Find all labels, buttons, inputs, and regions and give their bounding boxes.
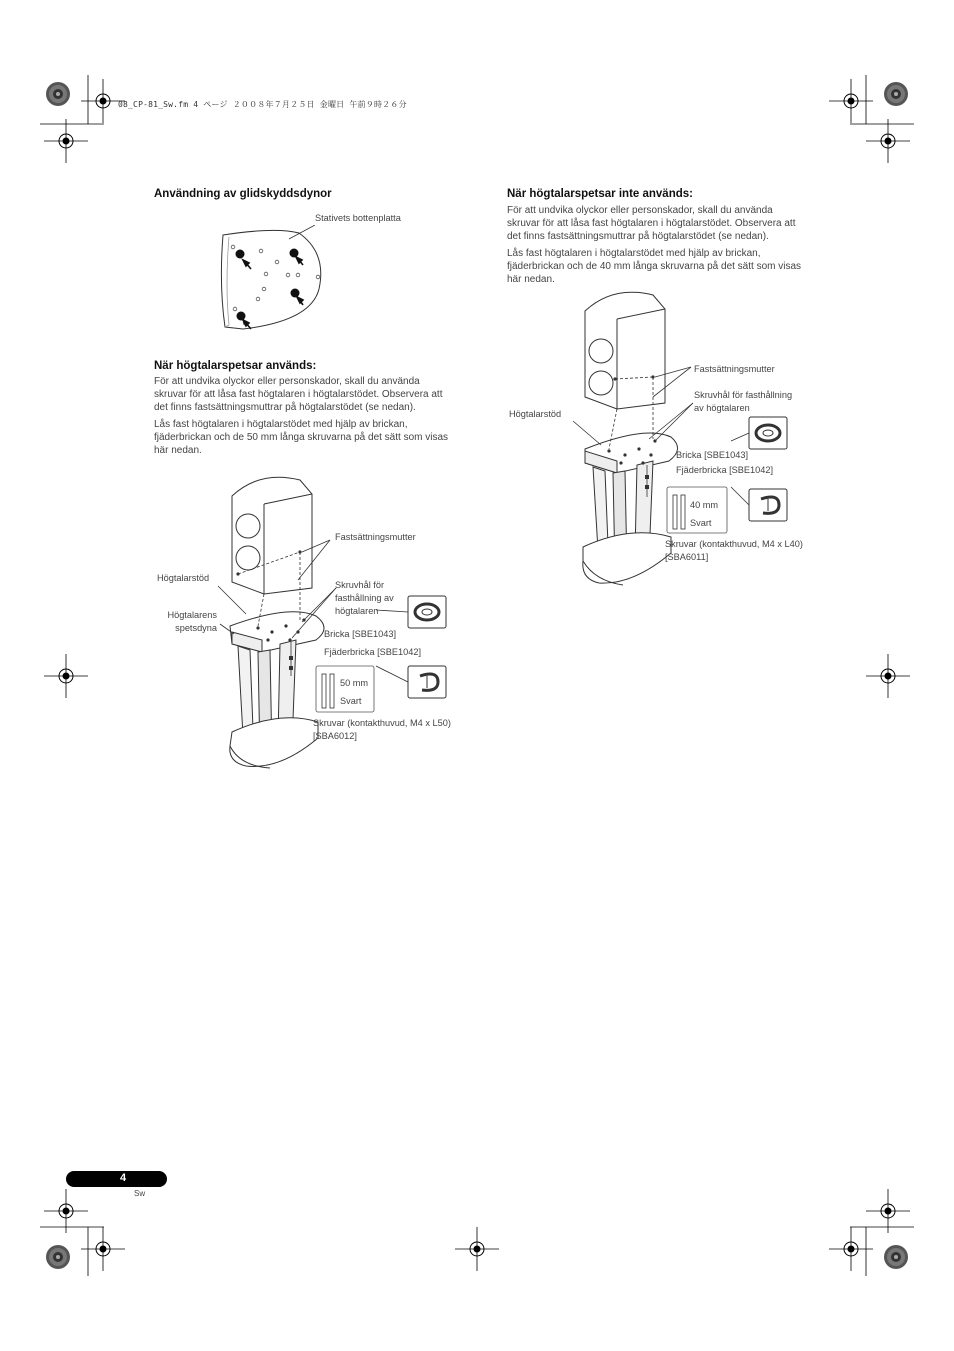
paragraph-spikes-not-used-safety: För att undvika olyckor eller personskador, skall du använda skruvar för att låsa fast högtalaren i högtalarstödet. Observera att det finns fastsättningsmuttrar på högtalarstödet (se nedan). [507,205,796,242]
paragraph-spikes-used-safety: För att undvika olyckor eller personskador, skall du använda skruvar för att låsa fast högtalaren i högtalarstödet. Observera att det finns fastsättningsmuttrar på högtalarstödet (se nedan). [154,376,443,413]
heading-spikes-used: När högtalarspetsar används: [154,360,317,372]
left-label-screw-holes: Skruvhål för fasthållning av högtalaren [335,580,394,616]
file-header-line: 08_CP-81_Sw.fm 4 ページ ２００８年７月２５日 金曜日 午前９時２６分 [118,100,407,109]
right-label-washer: Bricka [SBE1043] [676,450,749,460]
left-label-fastening-nut: Fastsättningsmutter [335,532,416,542]
right-label-screw-holes: Skruvhål för fasthållning av högtalaren [694,390,793,413]
heading-anti-slip-pads: Användning av glidskyddsdynor [154,188,332,200]
left-label-spike-pad: Högtalarens spetsdyna [167,610,217,633]
right-label-screws: Skruvar (kontakthuvud, M4 x L40) [SBA6011] [665,539,803,562]
left-label-screws: Skruvar (kontakthuvud, M4 x L50) [SBA6012] [313,718,451,741]
left-label-screw-length: 50 mm [340,678,369,688]
left-label-speaker-stand: Högtalarstöd [157,573,210,583]
right-label-screw-color: Svart [690,518,712,528]
language-code: Sw [134,1189,146,1198]
left-label-screw-color: Svart [340,696,362,706]
paragraph-spikes-not-used-instructions: Lås fast högtalaren i högtalarstödet med hjälp av brickan, fjäderbrickan och de 40 mm långa skruvarna på det sätt som visas här nedan. [507,248,802,285]
paragraph-spikes-used-instructions: Lås fast högtalaren i högtalarstödet med hjälp av brickan, fjäderbrickan och de 50 mm långa skruvarna på det sätt som visas här nedan. [154,419,449,456]
right-label-screw-length: 40 mm [690,500,719,510]
right-label-fastening-nut: Fastsättningsmutter [694,364,775,374]
page-number: 4 [120,1172,127,1184]
right-label-spring-washer: Fjäderbricka [SBE1042] [676,465,774,475]
base-plate-illustration [215,225,335,330]
heading-spikes-not-used: När högtalarspetsar inte används: [507,188,693,200]
left-label-spring-washer: Fjäderbricka [SBE1042] [324,647,422,657]
right-label-speaker-stand: Högtalarstöd [509,409,562,419]
label-base-plate: Stativets bottenplatta [315,213,401,223]
left-label-washer: Bricka [SBE1043] [324,629,397,639]
